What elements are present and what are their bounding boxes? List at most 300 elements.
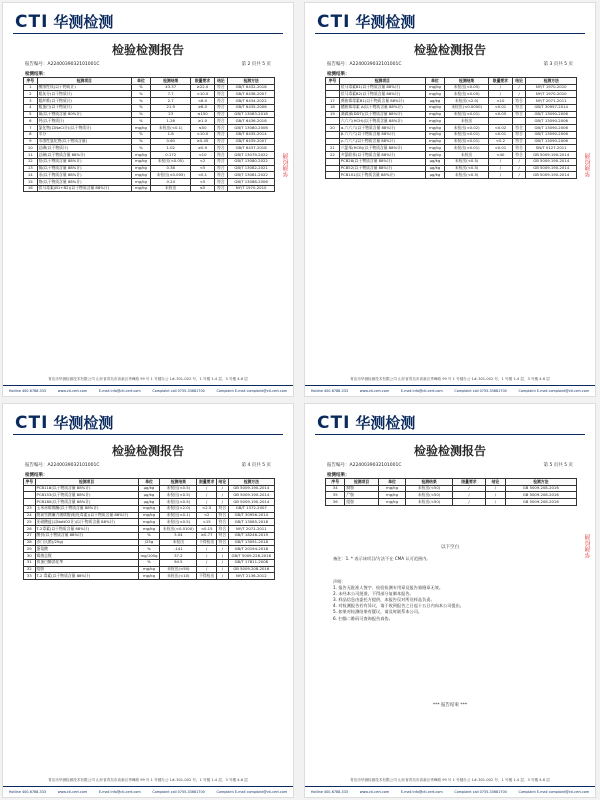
table-row	[326, 131, 577, 138]
table-row	[24, 505, 275, 512]
table-cell: 符合	[512, 138, 526, 145]
table-cell: /	[197, 553, 217, 560]
table-cell: GB/T 6435-2014	[228, 131, 275, 138]
remarks-block	[333, 579, 573, 622]
table-cell: 18	[326, 104, 340, 111]
table-row	[326, 98, 577, 105]
table-cell: 未检出(<0.5)	[160, 499, 197, 506]
report-number: 报告编号：A2240039032101001C	[327, 463, 402, 468]
table-cell: γ-六六六(以干物质含量 88%计)	[339, 138, 425, 145]
table-cell: /25g	[138, 539, 160, 546]
table-cell: 腐胺	[345, 485, 378, 492]
table-cell: 钙(以干物质计)	[37, 118, 131, 125]
table-cell: 0.24	[151, 179, 191, 186]
report-meta	[25, 462, 271, 468]
table-cell: 酸价(以干物质含量 88%计)	[35, 532, 138, 539]
table-cell: 1.8	[151, 131, 191, 138]
footer-contact: E-mail info@cti-cert.com	[400, 389, 443, 393]
footer-bar	[3, 786, 293, 797]
remarks-title: 声明：	[333, 579, 346, 584]
table-cell: GB/T 6439-2007	[228, 138, 275, 145]
table-cell: /	[489, 172, 513, 179]
report-meta	[25, 61, 271, 67]
table-cell: NY/T 2071-2011	[228, 526, 274, 533]
table-cell: 符合	[512, 104, 526, 111]
table-cell: /	[489, 165, 513, 172]
table-cell: 未检出	[160, 539, 197, 546]
table-cell: /	[217, 559, 229, 566]
table-cell: GB/T 13091-2018	[228, 539, 274, 546]
table-cell: 符合	[218, 525, 227, 531]
table-row	[326, 138, 577, 145]
table-cell: GB/T 20194-2018	[228, 546, 274, 553]
table-cell: PCB101(以干物质含量 88%计)	[339, 172, 425, 179]
table-cell: mg/kg	[138, 566, 160, 573]
footer-bar	[3, 385, 293, 396]
table-cell: 蛋氨酸	[35, 546, 138, 553]
page-title: 检验检测报告	[111, 43, 184, 57]
section-label: 检测结果：	[25, 72, 48, 77]
footer-address: 青岛市华测检测技术有限公司 山东省青岛市高新区秀峰路 99 号 1 号楼办公 1#-301-002 号、1 号楼 1-4 层、3 号楼 4-6 层	[48, 377, 248, 382]
table-cell: 酸溶性钛(以干物质计)	[37, 84, 131, 91]
table-cell	[24, 485, 36, 492]
table-row	[24, 499, 275, 506]
table-cell: 符合	[218, 512, 227, 518]
footer-contact: E-mail info@cti-cert.com	[98, 389, 141, 393]
logo-text: CTI	[15, 412, 49, 433]
page-title: 检验检测报告	[413, 43, 486, 57]
table-cell: 符合	[214, 84, 228, 91]
table-cell: GB/T 6435-2006	[228, 104, 275, 111]
table-cell: 37.2	[160, 553, 197, 560]
table-cell: 符合	[214, 131, 228, 138]
column-header: 检测项目	[37, 78, 131, 85]
footer-contact: E-mail info@cti-cert.com	[98, 790, 141, 794]
table-cell: μg/kg	[138, 499, 160, 506]
table-cell: ≤150	[191, 111, 214, 118]
table-cell: ≥1.0	[191, 118, 214, 125]
table-cell: 未检出	[445, 118, 489, 125]
table-cell: <40	[489, 152, 513, 159]
table-cell: GB/T 13090-2006	[526, 138, 577, 145]
table-cell: 未检出(<50)	[406, 492, 453, 499]
table-cell: 未检出(<0.0100)	[160, 526, 197, 533]
table-cell: 5	[24, 111, 38, 118]
table-cell	[326, 138, 340, 145]
footer-contact: Complaint call 0755-33681700	[152, 389, 205, 393]
footer-address: 青岛市华测检测技术有限公司 山东省青岛市高新区秀峰路 99 号 1 号楼办公 1#-301-002 号、1 号楼 1-4 层、3 号楼 4-6 层	[350, 377, 550, 382]
column-header: 限量要求	[489, 78, 513, 85]
report-end: *** 报告结束 ***	[432, 703, 468, 708]
table-cell: <10.0	[191, 91, 214, 98]
table-cell: ≤50	[191, 125, 214, 132]
table-header-row	[24, 479, 275, 486]
table-cell: 亚硝酸盐(以NaNO2计)(以干物质含量 88%计)	[35, 519, 138, 526]
table-cell: %	[131, 98, 150, 105]
table-cell	[326, 172, 340, 179]
remark-item: 3. 样品信息由委托方提供，本报告仅对所送样品负责。	[333, 597, 435, 603]
table-cell: %	[138, 559, 160, 566]
table-row	[24, 104, 275, 111]
table-cell: mg/kg	[131, 179, 150, 186]
table-cell	[326, 91, 340, 98]
table-cell: GB 5009.208-2016	[505, 485, 576, 492]
table-cell: GB 5009.208-2016	[228, 566, 274, 573]
table-note: 备注：1. * 表示该项目/方法不在 CMA 认可范围内。	[333, 556, 431, 561]
table-cell	[489, 118, 513, 125]
table-cell: GB/T 6438-2007	[228, 91, 275, 98]
table-cell: <0.05	[489, 111, 513, 118]
table-row	[24, 519, 275, 526]
table-row	[326, 485, 577, 492]
table-cell: 伏马毒素B1(以干物质含量 88%计)	[339, 84, 425, 91]
table-row	[326, 125, 577, 132]
table-cell: GB 5009.190-2014	[526, 172, 577, 179]
table-cell: 未检出(<0.5)	[445, 165, 489, 172]
table-cell: 未检出(<10)	[160, 573, 197, 580]
footer-contact: E-mail info@cti-cert.com	[400, 790, 443, 794]
table-cell: μg/kg	[425, 98, 444, 105]
table-cell: <0.2	[489, 138, 513, 145]
report-number: 报告编号：A2240039032101001C	[25, 62, 100, 67]
table-cell: mg/kg	[425, 138, 444, 145]
header-rule	[315, 33, 585, 34]
header-rule	[315, 434, 585, 435]
table-header-row	[24, 78, 275, 85]
section-label: 检测结果：	[25, 473, 48, 478]
table-cell: 总砷(以干物质含量 88%计)	[37, 152, 131, 159]
table-cell: μg/kg	[425, 158, 444, 165]
table-cell: /	[217, 566, 229, 573]
table-cell: 水分	[37, 131, 131, 138]
table-cell: GB/T 5009.228-2016	[228, 553, 274, 560]
table-cell: 铅(以干物质含量 88%计)	[37, 158, 131, 165]
logo-text: CTI	[317, 11, 351, 32]
table-cell: %	[131, 118, 150, 125]
table-cell: GB/T 1372-2007	[228, 505, 274, 512]
table-cell: SN/T 0127-2011	[526, 145, 577, 152]
table-cell: /	[217, 553, 229, 560]
table-cell: GB/T 13083-2018	[228, 111, 275, 118]
table-row	[24, 172, 275, 179]
table-cell: /	[489, 158, 513, 165]
table-cell: mg/kg	[425, 152, 444, 159]
table-cell: GB/T 30956-2014	[228, 512, 274, 519]
table-cell: 未检出(<0.5)	[160, 485, 197, 492]
column-header: 结论	[512, 78, 526, 85]
table-cell: 30	[24, 553, 36, 560]
table-cell: 7	[24, 125, 38, 132]
footer-contact: www.cti-cert.com	[57, 389, 88, 393]
table-cell: 水溶性氯化物(以干物质含量)	[37, 138, 131, 145]
column-header: 结论	[214, 78, 228, 85]
footer-contact: Hotline 400-6788-333	[310, 790, 349, 794]
table-cell: mg/kg	[425, 145, 444, 152]
table-cell: 4	[24, 104, 38, 111]
table-cell: 15	[24, 179, 38, 186]
table-cell: /	[489, 91, 513, 98]
table-cell: 24	[24, 512, 36, 519]
table-cell: 符合	[214, 185, 228, 192]
table-cell: GB/T 6436-2018	[228, 118, 275, 125]
cti-logo	[317, 11, 415, 32]
table-cell: mg/kg	[425, 91, 444, 98]
footer-contact: Complaint E-mail complaint@cti-cert.com	[216, 790, 288, 794]
table-cell: GB/T 13082-2021	[228, 165, 275, 172]
table-cell: mg/kg	[425, 84, 444, 91]
table-cell: 符合	[218, 505, 227, 511]
table-cell: PCB52(以干物质含量 88%计)	[339, 165, 425, 172]
table-cell: 21	[326, 145, 340, 152]
table-cell: <5	[191, 165, 214, 172]
report-page-5	[304, 403, 596, 798]
report-page-2	[2, 2, 294, 397]
table-cell: GB/T 13085-2018	[228, 519, 274, 526]
table-row	[24, 91, 275, 98]
table-cell: 符合	[512, 131, 526, 138]
table-cell: 汞(以干物质含量 88%计)	[37, 172, 131, 179]
table-cell: 符合	[512, 125, 526, 132]
table-cell: 符合	[512, 145, 526, 152]
column-header: 结论	[486, 479, 505, 486]
table-cell: 未检出	[445, 152, 489, 159]
footer-contact: www.cti-cert.com	[359, 790, 390, 794]
table-cell: 总磷(以干物质计)	[37, 145, 131, 152]
report-meta	[327, 462, 573, 468]
table-cell: 33	[24, 573, 36, 580]
report-number: 报告编号：A2240039032101001C	[25, 463, 100, 468]
footer-contact: Complaint call 0755-33681700	[454, 389, 507, 393]
table-cell: mg/kg	[378, 492, 406, 499]
table-cell: GB/T 13090-2006	[526, 111, 577, 118]
table-cell: 31	[24, 559, 36, 566]
table-cell: /	[197, 546, 217, 553]
table-cell: GB/T 6437-2018	[228, 145, 275, 152]
table-cell: /	[486, 492, 505, 499]
table-row	[24, 539, 275, 546]
table-cell: β-六六六(以干物质含量 88%计)	[339, 131, 425, 138]
table-cell	[326, 165, 340, 172]
column-header: 检测结果	[406, 479, 453, 486]
page-label: 第 5 页共 5 页	[543, 463, 573, 468]
table-cell: T-2毒素(以干物质含量 88%计)	[35, 526, 138, 533]
table-cell: GB/T 13079-2022	[228, 152, 275, 159]
table-cell: mg/kg	[138, 519, 160, 526]
logo-cn-text: 华测检测	[53, 414, 114, 432]
table-row	[24, 125, 275, 132]
page-title: 检验检测报告	[413, 444, 486, 458]
page-label: 第 3 页共 5 页	[543, 62, 573, 67]
table-cell: 22	[326, 152, 340, 159]
table-cell: 10	[24, 145, 38, 152]
table-cell: ≥0.9	[191, 145, 214, 152]
table-cell: 94.5	[160, 559, 197, 566]
table-cell: 32	[24, 566, 36, 573]
table-cell: 29	[24, 546, 36, 553]
table-cell: 11	[24, 152, 38, 159]
column-header: 序号	[24, 78, 38, 85]
table-cell: 多氯联苯(以干物质含量 88%计)	[339, 152, 425, 159]
table-row	[326, 158, 577, 165]
table-cell: 34	[326, 485, 345, 492]
table-cell: mg/kg	[425, 125, 444, 132]
column-header: 检测结果	[151, 78, 191, 85]
report-meta	[327, 61, 573, 67]
table-cell: 0.172	[151, 152, 191, 159]
table-cell: <0.01	[489, 131, 513, 138]
table-cell: 未检出	[151, 185, 191, 192]
table-cell: 未检出(<0.05)	[445, 91, 489, 98]
table-cell: 未检出(<0.5)	[445, 172, 489, 179]
table-cell: 伏马毒素(B1+B2)(以干物质含量 88%计)	[37, 185, 131, 192]
table-cell: PCB180(以干物质含量 88%计)	[35, 499, 138, 506]
table-cell: μg/kg	[425, 165, 444, 172]
table-cell: <8.0	[191, 98, 214, 105]
table-cell: ≤5	[191, 185, 214, 192]
table-row	[24, 98, 275, 105]
column-header: 限量要求	[191, 78, 214, 85]
table-cell: mg/kg	[131, 158, 150, 165]
table-cell: 粗纤维(以干物质计)	[37, 98, 131, 105]
footer-contact: Complaint E-mail complaint@cti-cert.com	[518, 389, 590, 393]
table-cell: <10	[489, 98, 513, 105]
table-cell: /	[512, 158, 526, 165]
table-cell: 符合	[512, 152, 526, 159]
table-cell: 1.26	[151, 118, 191, 125]
table-cell: 20	[326, 125, 340, 132]
table-cell: NY/T 1970-2010	[526, 84, 577, 91]
table-cell: 未检出(<0.01)	[445, 138, 489, 145]
table-cell: mg/kg	[138, 526, 160, 533]
table-cell: 镉(以干物质含量 88%计)	[37, 165, 131, 172]
table-cell: mg/kg	[131, 165, 150, 172]
table-cell: GB/T 17811-2008	[228, 559, 274, 566]
table-cell: 未检出(<0.01)	[445, 145, 489, 152]
table-cell: /	[512, 165, 526, 172]
table-cell	[326, 131, 340, 138]
table-cell: GB/T 13088-2006	[228, 179, 275, 186]
table-cell: %	[131, 131, 150, 138]
table-cell: GB 5009.190-2014	[526, 158, 577, 165]
table-cell: 符合	[214, 152, 228, 159]
table-cell: GB/T 13090-2006	[526, 125, 577, 132]
table-cell: μg/kg	[138, 492, 160, 499]
table-row	[24, 84, 275, 91]
header-rule	[13, 434, 283, 435]
table-cell: /	[486, 499, 505, 506]
table-cell: GB 5009.190-2014	[526, 165, 577, 172]
table-cell: 8	[24, 131, 38, 138]
column-header: 单位	[425, 78, 444, 85]
table-row	[24, 559, 275, 566]
column-header: 检测结果	[445, 78, 489, 85]
page-label: 第 4 页共 5 页	[241, 463, 271, 468]
table-cell: GB/T 30957-2014	[526, 104, 577, 111]
table-cell: α-六六六(以干物质含量 88%计)	[339, 125, 425, 132]
table-row	[24, 492, 275, 499]
table-cell: 氯化物(以NaCl计)(以干物质计)	[37, 125, 131, 132]
column-header: 检测方法	[228, 78, 275, 85]
table-cell: <5	[191, 179, 214, 186]
table-cell: 符合	[214, 179, 228, 186]
column-header: 检测结果	[160, 479, 197, 486]
table-cell: 6	[24, 118, 38, 125]
footer-contact: www.cti-cert.com	[359, 389, 390, 393]
table-cell: 未检出(<0.0050)	[445, 104, 489, 111]
table-cell: mg/kg	[425, 111, 444, 118]
table-cell: 玉米赤霉烯酮(以干物质含量 88%计)	[35, 505, 138, 512]
footer-contact: Hotline 400-6788-333	[8, 790, 47, 794]
table-cell: 未检出(<0.05)	[445, 84, 489, 91]
table-row	[24, 145, 275, 152]
remark-item: 6. 扫描二维码可查询报告真伪。	[333, 615, 393, 621]
table-cell: 35	[326, 492, 345, 499]
table-cell: <2.5	[197, 505, 217, 512]
table-cell: 符合	[214, 125, 228, 132]
column-header: 序号	[25, 478, 34, 484]
table-cell: 未检出(<0.5)	[160, 519, 197, 526]
table-cell: 未检出(<0.5)	[445, 158, 489, 165]
table-cell: 25	[24, 519, 36, 526]
results-table	[23, 77, 275, 192]
table-cell: mg/kg	[131, 152, 150, 159]
table-cell: GB/T 13081-2022	[228, 172, 275, 179]
table-cell: 不得检出	[197, 539, 217, 546]
table-cell: 未检出(<0.5)	[160, 492, 197, 499]
table-cell: 符合	[512, 98, 526, 105]
table-cell: 脱氧雪腐镰刀菌烯醇(呕吐毒素)(以干物质含量 88%计)	[35, 512, 138, 519]
table-row	[326, 118, 577, 125]
table-cell: 符合	[214, 138, 228, 145]
table-cell: 符合	[214, 118, 228, 125]
remark-item: 1. 报告无批准人签字、检验检测专用章及报告骑缝章无效。	[333, 585, 444, 591]
table-cell: /	[217, 492, 229, 499]
column-header: 结论	[218, 478, 227, 484]
table-cell: GB/T 18246-2019	[228, 532, 274, 539]
table-cell: 滴滴涕(DDT)(以干物质含量 88%计)	[339, 111, 425, 118]
logo-cn-text: 华测检测	[355, 13, 416, 31]
table-cell: 符合	[218, 539, 227, 545]
table-cell: mg/kg	[378, 485, 406, 492]
table-row	[24, 546, 275, 553]
column-header: 限量要求	[197, 479, 217, 486]
table-cell: ≥0.77	[197, 532, 217, 539]
table-cell: 符合	[214, 111, 228, 118]
table-cell: PCB28(以干物质含量 88%计)	[339, 158, 425, 165]
table-cell: <0.1	[191, 172, 214, 179]
table-cell: /	[512, 172, 526, 179]
logo-cn-text: 华测检测	[355, 414, 416, 432]
table-cell: 尸胺	[345, 492, 378, 499]
table-cell: 符合	[214, 165, 228, 172]
table-cell: %	[131, 138, 150, 145]
table-cell: 0.60	[151, 138, 191, 145]
table-cell: 43.37	[151, 84, 191, 91]
table-cell: mg/kg	[425, 118, 444, 125]
header-rule	[13, 33, 283, 34]
table-cell: 26	[24, 526, 36, 533]
table-cell: 28	[24, 539, 36, 546]
table-cell: 0.38	[151, 165, 191, 172]
table-cell: NY/T 2071-2011	[526, 98, 577, 105]
table-cell: 未检出(<0.01)	[445, 131, 489, 138]
table-cell: 16	[24, 185, 38, 192]
blank-note: 以下空白	[441, 545, 459, 550]
table-cell: ≥8.0	[191, 104, 214, 111]
table-cell: 胃蛋白酶消化率	[35, 559, 138, 566]
table-cell: /	[197, 499, 217, 506]
table-cell: /	[489, 84, 513, 91]
